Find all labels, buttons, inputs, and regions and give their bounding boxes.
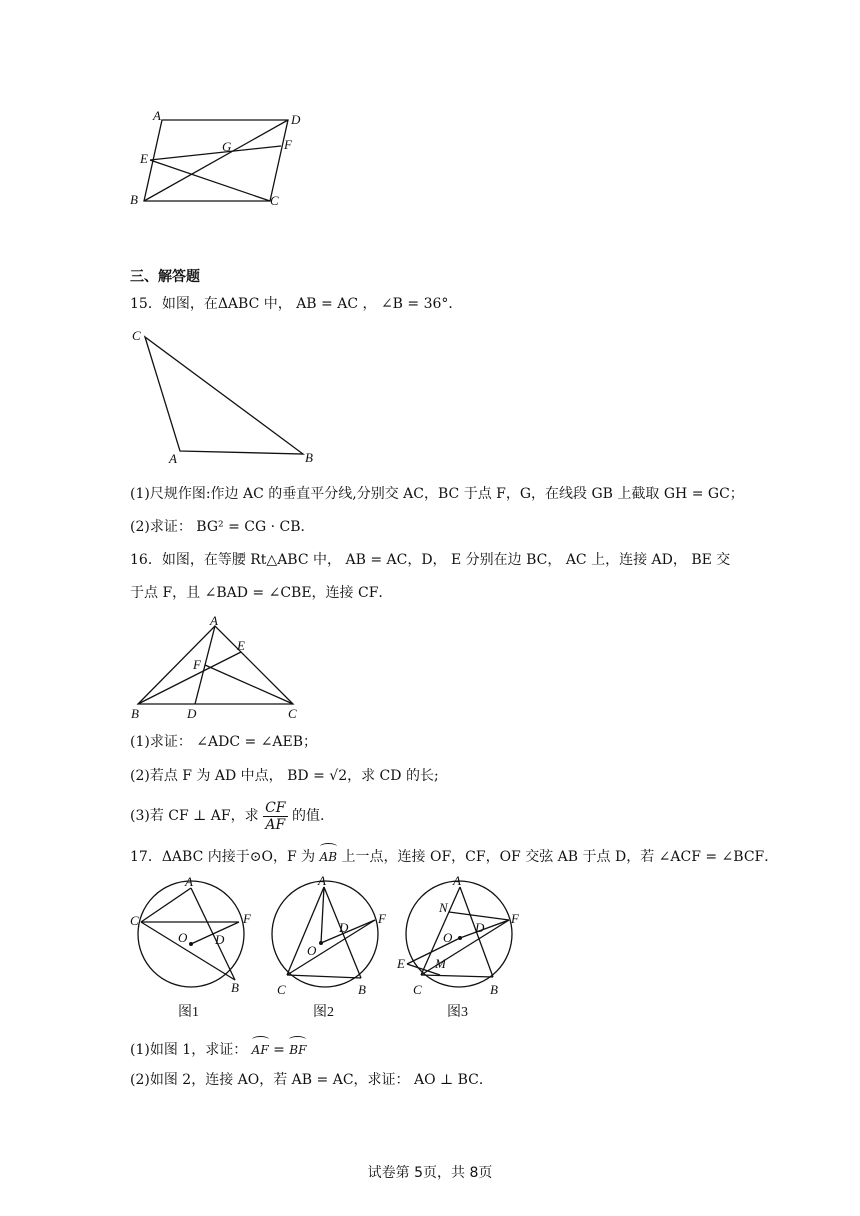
label-M: M [435,956,446,971]
label-E: E [397,956,405,971]
label-F: F [243,911,251,926]
q17-part1 [130,1036,306,1060]
label-E: E [237,638,245,653]
label-B: B [358,982,366,997]
label-O: O [443,930,453,945]
q17-part1-prefix: (1)如图 1，求证： [130,1042,248,1058]
label-D: D [291,112,301,127]
label-F: F [378,911,386,926]
caption-figure-1: 图1 [178,1005,199,1020]
q17-stem-suffix: 上一点，连接 OF，CF，OF 交弦 AB 于点 D，若 ∠ACF = ∠BCF． [341,849,779,865]
section-title: 三、解答题 [130,269,200,285]
label-C: C [130,913,139,928]
label-D: D [339,920,349,935]
q17-stem [130,843,778,867]
label-B: B [231,980,239,995]
fraction-numerator: CF [265,799,286,816]
label-A: A [185,874,193,889]
circle-figure-3 [396,873,520,1020]
label-O: O [178,930,188,945]
label-C: C [277,982,286,997]
q16-part3 [130,796,324,836]
q17-part2: (2)如图 2，连接 AO，若 AB = AC，求证： AO ⊥ BC． [130,1072,493,1088]
label-O: O [307,943,317,958]
label-B: B [305,450,313,465]
q16-part2: (2)若点 F 为 AD 中点， BD = √2，求 CD 的长; [130,768,439,784]
label-E: E [140,151,148,166]
label-D: D [187,706,197,721]
q16-stem-line2: 于点 F，且 ∠BAD = ∠CBE，连接 CF． [130,585,393,601]
label-A: A [169,451,177,466]
caption-figure-2: 图2 [313,1005,334,1020]
label-A: A [210,613,218,628]
label-N: N [439,900,448,915]
q15-stem: 15．如图，在ΔABC 中， AB = AC ， ∠B = 36°． [130,296,463,312]
label-F: F [284,137,292,152]
label-A: A [453,873,461,888]
figure-circles [125,872,535,1024]
figure-triangle-abc [125,325,325,470]
equals-sign: = [273,1042,290,1058]
page-footer: 试卷第 5页，共 8页 [367,1165,493,1181]
figure-parallelogram [120,105,320,215]
circle-figure-2 [272,873,387,1020]
label-B: B [130,192,138,207]
q16-part1: (1)求证： ∠ADC = ∠AEB； [130,734,318,750]
label-A: A [153,108,161,123]
arc-af: AF [252,1036,269,1060]
circle-figure-1 [130,874,252,1020]
q16-part3-prefix: (3)若 CF ⊥ AF，求 [130,808,259,824]
arc-ab: AB [320,843,337,867]
label-B: B [490,982,498,997]
fraction-cf-af [263,800,287,833]
label-F: F [511,911,519,926]
label-A: A [318,873,326,888]
label-D: D [215,932,225,947]
label-G: G [222,139,232,154]
label-D: D [475,920,485,935]
label-F: F [193,657,201,672]
label-C: C [413,982,422,997]
q17-stem-prefix: 17．ΔABC 内接于⊙O，F 为 [130,849,316,865]
q15-part2: (2)求证： BG² = CG · CB． [130,519,315,535]
arc-bf: BF [289,1036,306,1060]
q16-part3-suffix: 的值. [291,808,325,824]
q16-stem-line1: 16．如图，在等腰 Rt△ABC 中， AB = AC，D， E 分别在边 BC， AC 上，连接 AD， BE 交 [130,552,731,568]
label-C: C [270,193,279,208]
figure-right-triangle [125,612,315,724]
label-C: C [132,328,141,343]
label-C: C [288,706,297,721]
q15-part1: (1)尺规作图:作边 AC 的垂直平分线,分别交 AC，BC 于点 F，G，在线段 GB 上截取 GH = GC； [130,486,744,502]
label-B: B [131,706,139,721]
caption-figure-3: 图3 [447,1005,468,1020]
fraction-denominator: AF [265,816,286,833]
